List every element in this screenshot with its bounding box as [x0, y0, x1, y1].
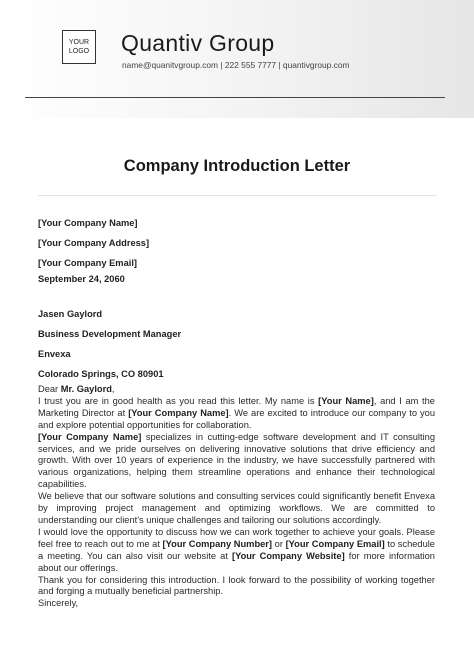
placeholder-company-number: [Your Company Number]	[162, 538, 273, 549]
text: I trust you are in good health as you read this letter. My name is	[38, 395, 319, 406]
placeholder-company-name: [Your Company Name]	[128, 407, 229, 418]
paragraph-contact	[38, 527, 435, 575]
logo-line-1: YOUR	[68, 39, 90, 46]
salutation	[38, 384, 435, 396]
letter-body	[38, 384, 435, 610]
paragraph-thanks: Thank you for considering this introduction. I look forward to the possibility of working together and forging a mutually beneficial partnership.	[38, 574, 435, 597]
sender-name: [Your Company Name]	[38, 218, 138, 228]
letter-title: Company Introduction Letter	[123, 157, 351, 175]
sender-address: [Your Company Address]	[38, 238, 150, 248]
paragraph-benefit: We believe that our software solutions and consulting services could significantly benefit Envexa by improving project management and optimizing workflows. We are committed to understanding our client's unique challenges and tailoring our solutions accordingly.	[38, 491, 435, 525]
salutation-suffix: ,	[111, 384, 115, 394]
letterhead	[0, 0, 474, 118]
placeholder-company-name: [Your Company Name]	[38, 431, 142, 442]
sender-email: [Your Company Email]	[38, 258, 138, 268]
text: to schedule a meeting. You can also visit our website at	[38, 538, 435, 561]
recipient-name: Jasen Gaylord	[38, 309, 103, 319]
title-divider	[38, 195, 437, 196]
header-divider	[25, 97, 445, 98]
closing: Sincerely,	[38, 598, 79, 609]
text: . We are excited to introduce our company to you and explore potential opportunities for collaboration.	[38, 407, 436, 430]
text: or	[272, 538, 286, 549]
placeholder-your-name: [Your Name]	[318, 395, 374, 406]
text: specializes in cutting-edge software development and IT consulting services, and we pride ourselves on delivering innovative solutions that drive efficiency and growth. With over 10 years of experience in the industry, we have successfully partnered with various organizations, helping them streamline operations and enhance their technological capabilities.	[38, 431, 435, 490]
placeholder-company-email: [Your Company Email]	[285, 538, 385, 549]
logo-placeholder	[62, 30, 96, 64]
text: I would love the opportunity to discuss how we can work together to achieve your goals. Please feel free to reach out to me at	[38, 526, 435, 549]
text: , and I am the Marketing Director at	[38, 395, 435, 418]
recipient-location: Colorado Springs, CO 80901	[38, 369, 164, 379]
logo-line-2: LOGO	[68, 48, 90, 55]
salutation-name: Mr. Gaylord	[60, 384, 112, 394]
text: for more information about our offerings.	[38, 550, 435, 573]
recipient-title: Business Development Manager	[38, 329, 182, 339]
recipient-company: Envexa	[38, 349, 71, 359]
letter-date: September 24, 2060	[38, 274, 125, 284]
company-contact: name@quanitvgroup.com | 222 555 7777 | quantivgroup.com	[122, 60, 350, 70]
paragraph-intro	[38, 396, 435, 432]
salutation-prefix: Dear	[38, 384, 61, 394]
company-name: Quantiv Group	[121, 30, 275, 56]
paragraph-services	[38, 432, 435, 492]
placeholder-company-website: [Your Company Website]	[231, 550, 345, 561]
